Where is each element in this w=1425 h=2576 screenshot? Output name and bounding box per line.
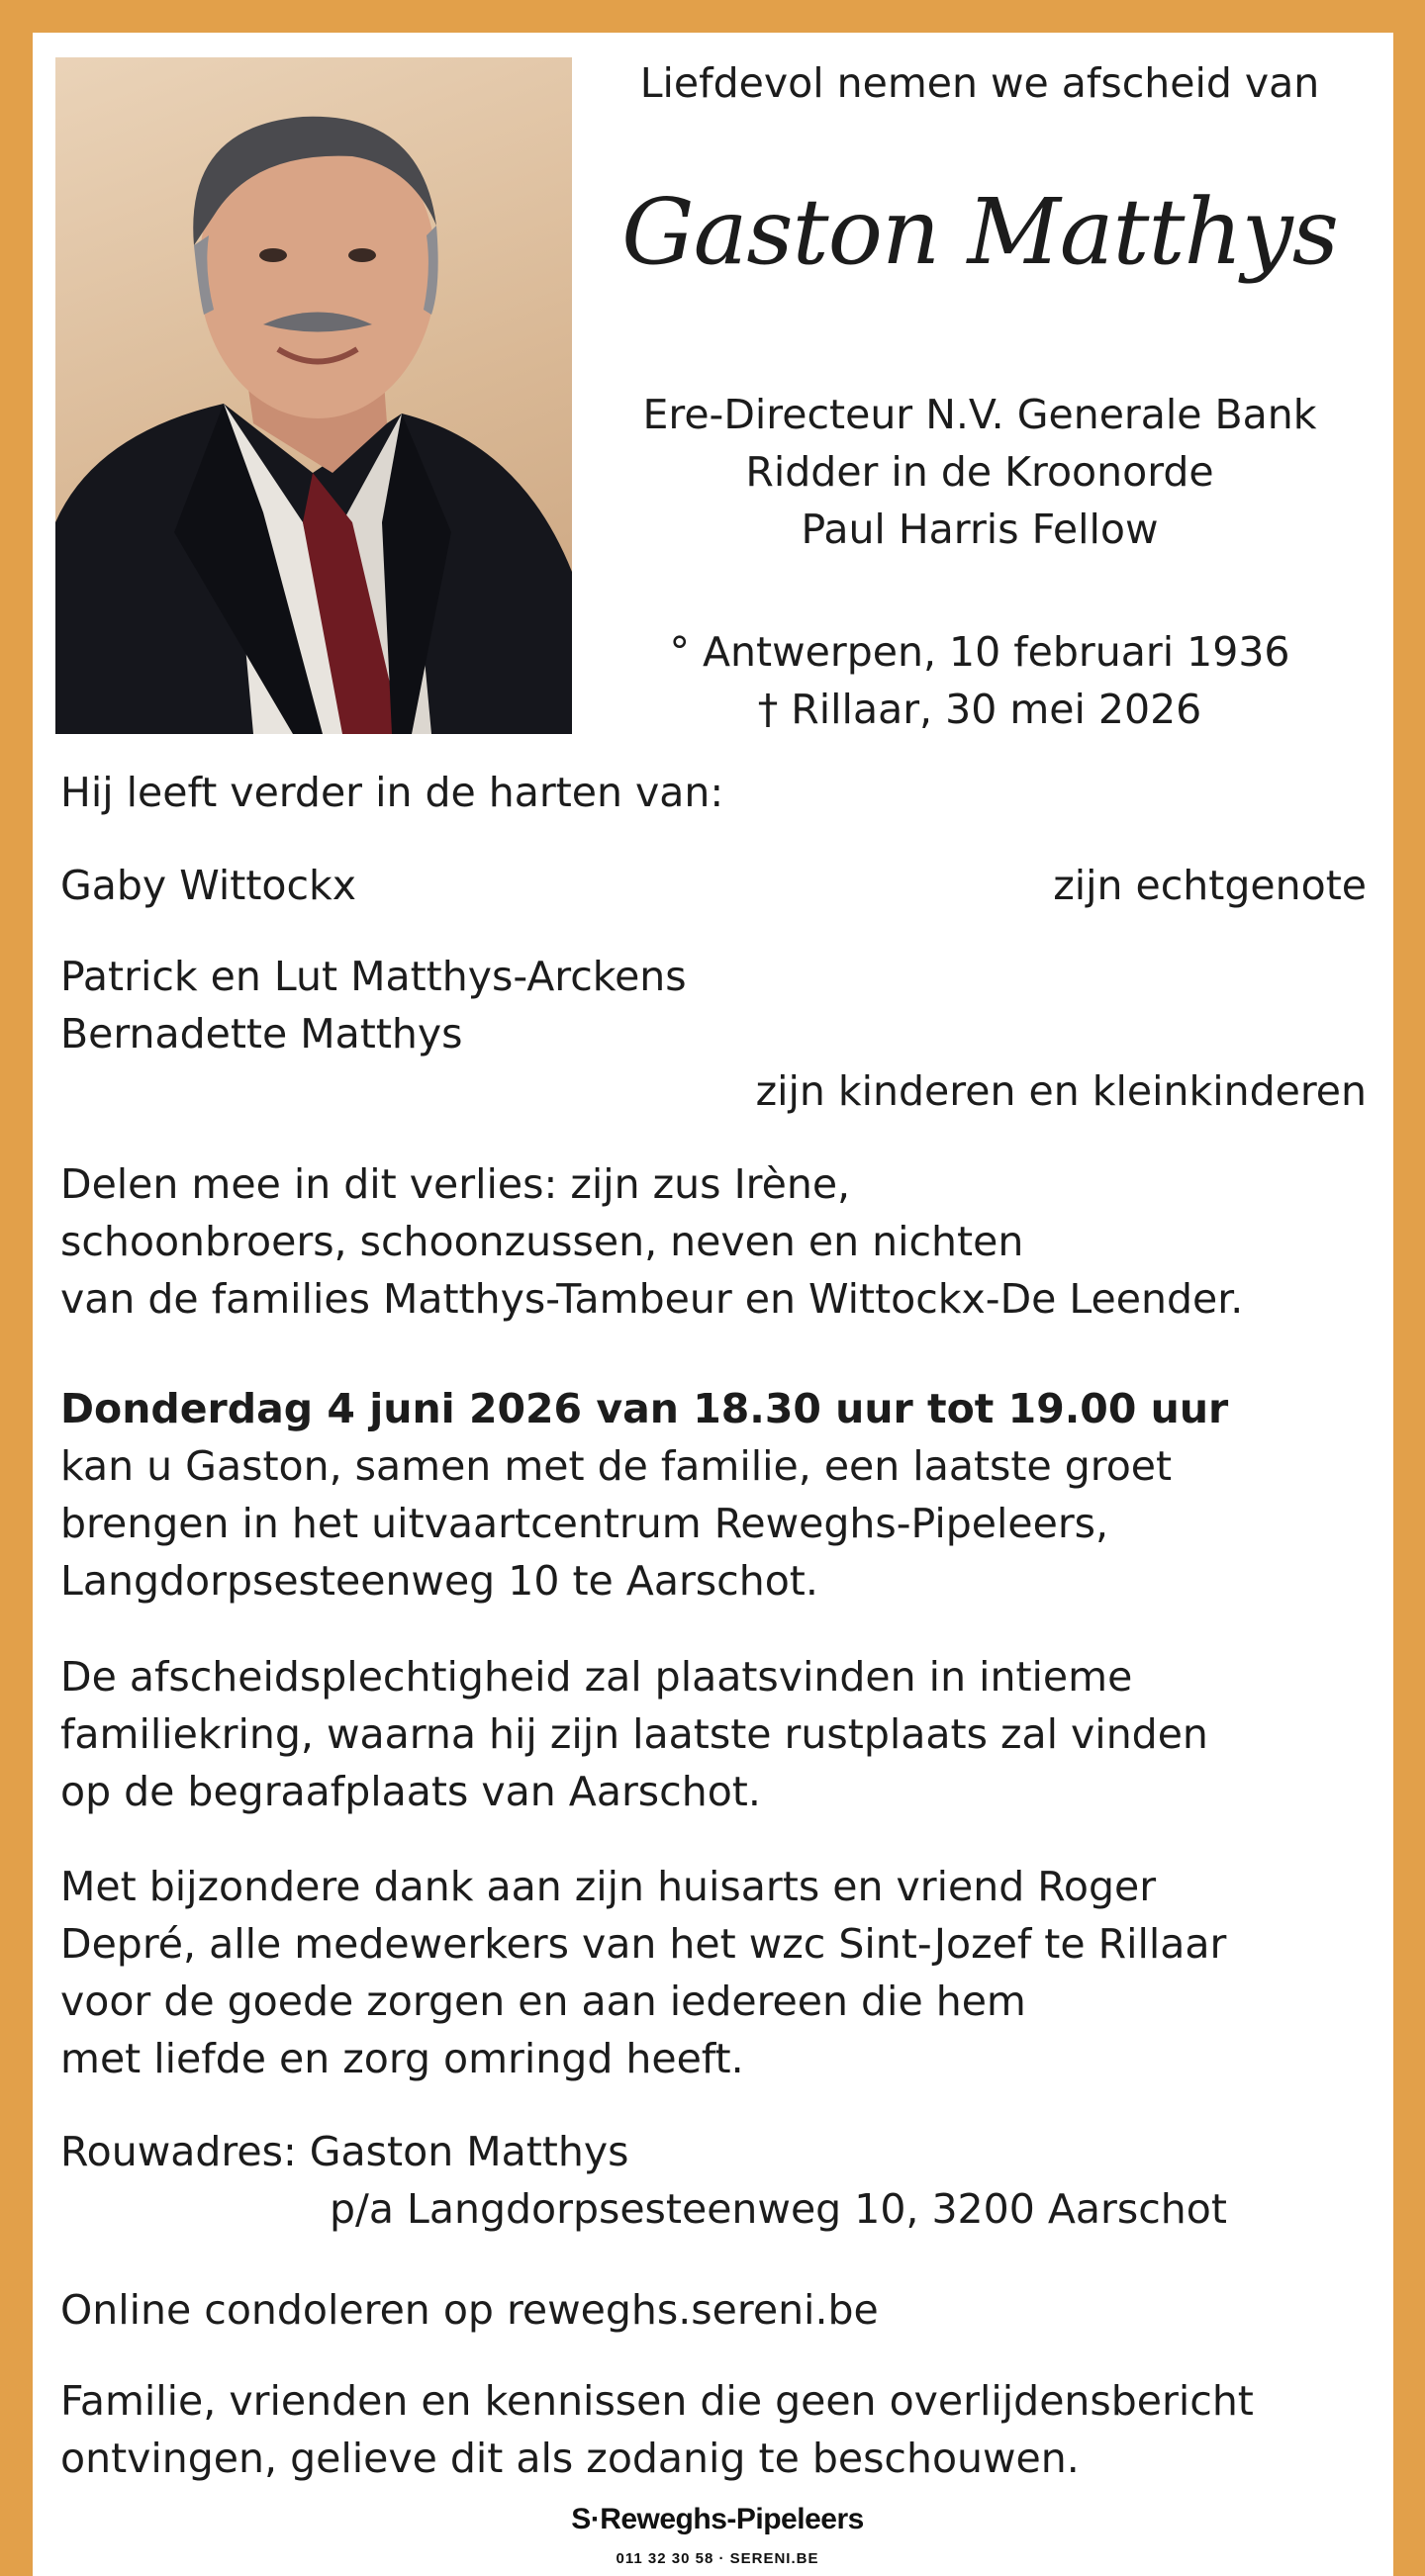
address-line: Rouwadres: Gaston Matthys [60, 2128, 629, 2175]
spouse-relation: zijn echtgenote [1053, 862, 1367, 909]
ceremony-line: De afscheidsplechtigheid zal plaatsvinden in intieme [60, 1653, 1133, 1701]
child-line: Patrick en Lut Matthys-Arckens [60, 953, 687, 1000]
deceased-name: Gaston Matthys [621, 179, 1338, 285]
visitation-paragraph [60, 1380, 1367, 1610]
visitation-line: Langdorpsesteenweg 10 te Aarschot. [60, 1557, 818, 1605]
funeral-home-logo: S·Reweghs-Pipeleers [571, 2503, 864, 2535]
online-condolence: Online condoleren op reweghs.sereni.be [60, 2286, 879, 2334]
closing-paragraph [60, 2372, 1367, 2487]
thanks-paragraph [60, 1858, 1367, 2087]
title-line: Ridder in de Kroonorde [745, 448, 1214, 496]
thanks-line: met liefde en zorg omringd heeft. [60, 2035, 744, 2082]
thanks-line: Depré, alle medewerkers van het wzc Sint-Jozef te Rillaar [60, 1920, 1227, 1968]
visitation-line: brengen in het uitvaartcentrum Reweghs-Pipeleers, [60, 1500, 1109, 1547]
mourning-address [60, 2123, 1367, 2238]
address-line: p/a Langdorpsesteenweg 10, 3200 Aarschot [330, 2185, 1227, 2233]
funeral-home-contact: 011 32 30 58 · SERENI.BE [616, 2550, 819, 2567]
intro-text: Liefdevol nemen we afscheid van [639, 59, 1320, 107]
shared-loss-line: van de families Matthys-Tambeur en Wittockx-De Leender. [60, 1275, 1244, 1323]
thanks-line: voor de goede zorgen en aan iedereen die hem [60, 1978, 1026, 2025]
life-dates [594, 623, 1366, 738]
portrait-photo [55, 57, 572, 734]
spouse-name: Gaby Wittockx [60, 862, 357, 909]
child-line: Bernadette Matthys [60, 1010, 463, 1058]
thanks-line: Met bijzondere dank aan zijn huisarts en vriend Roger [60, 1863, 1157, 1910]
title-line: Paul Harris Fellow [801, 506, 1159, 553]
death-date: † Rillaar, 30 mei 2026 [757, 686, 1202, 733]
survived-intro: Hij leeft verder in de harten van: [60, 769, 724, 816]
closing-line: ontvingen, gelieve dit als zodanig te beschouwen. [60, 2435, 1080, 2482]
spouse-row [60, 857, 1367, 914]
children-relation: zijn kinderen en kleinkinderen [755, 1067, 1367, 1115]
ceremony-line: familiekring, waarna hij zijn laatste rustplaats zal vinden [60, 1710, 1208, 1758]
ceremony-line: op de begraafplaats van Aarschot. [60, 1768, 761, 1815]
ceremony-paragraph [60, 1648, 1367, 1820]
shared-loss-line: Delen mee in dit verlies: zijn zus Irène, [60, 1160, 851, 1208]
title-line: Ere-Directeur N.V. Generale Bank [642, 391, 1317, 438]
honorific-titles [594, 386, 1366, 558]
visitation-headline: Donderdag 4 juni 2026 van 18.30 uur tot 19.00 uur [60, 1385, 1229, 1432]
shared-loss-paragraph [60, 1155, 1367, 1328]
closing-line: Familie, vrienden en kennissen die geen overlijdensbericht [60, 2377, 1254, 2425]
birth-date: ° Antwerpen, 10 februari 1936 [669, 628, 1290, 676]
visitation-line: kan u Gaston, samen met de familie, een laatste groet [60, 1442, 1173, 1490]
children-block [60, 948, 1367, 1120]
shared-loss-line: schoonbroers, schoonzussen, neven en nichten [60, 1218, 1024, 1265]
